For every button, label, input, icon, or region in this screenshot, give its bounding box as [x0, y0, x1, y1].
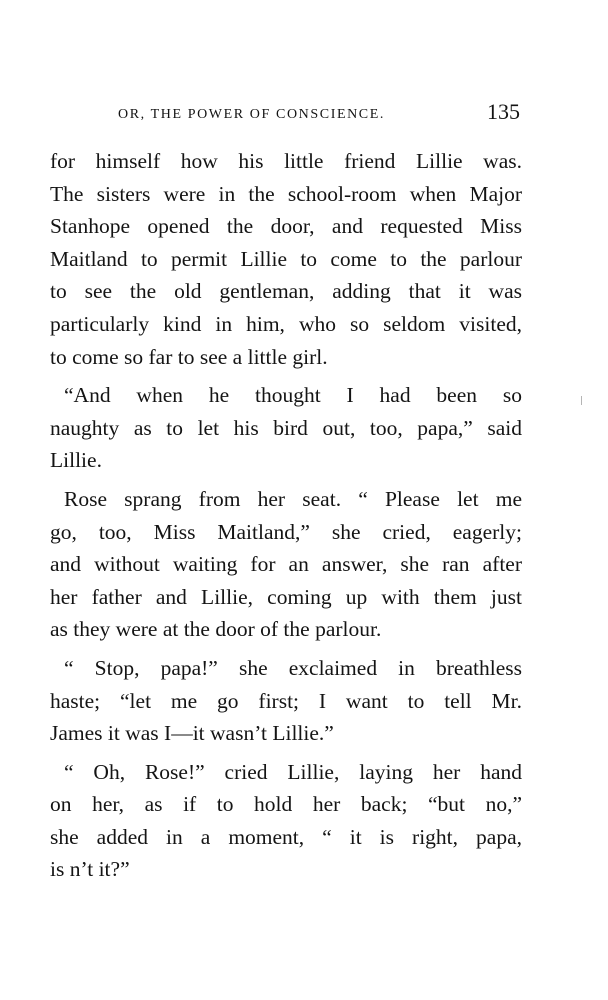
text-line: go, too, Miss Maitland,” she cried, eagerly;: [50, 519, 522, 544]
body-text: [50, 145, 522, 892]
text-line: her father and Lillie, coming up with them just: [50, 584, 522, 609]
text-line: Stanhope opened the door, and requested Miss: [50, 214, 522, 239]
text-line: Lillie.: [50, 448, 102, 473]
running-title: OR, THE POWER OF CONSCIENCE.: [118, 107, 386, 122]
text-line: and without waiting for an answer, she ran after: [50, 552, 522, 577]
paragraph-1: [50, 145, 522, 373]
text-line: as they were at the door of the parlour.: [50, 617, 382, 642]
text-line: for himself how his little friend Lillie was.: [50, 149, 522, 173]
paragraph-5: [50, 756, 522, 886]
text-line: naughty as to let his bird out, too, papa,” said: [50, 415, 522, 440]
text-line: “ Stop, papa!” she exclaimed in breathless: [64, 655, 522, 680]
text-line: particularly kind in him, who so seldom visited,: [50, 311, 522, 336]
text-line: to see the old gentleman, adding that it was: [50, 279, 522, 304]
text-line: Maitland to permit Lillie to come to the parlour: [50, 246, 522, 271]
running-head: [50, 99, 520, 129]
text-line: haste; “let me go first; I want to tell Mr.: [50, 688, 522, 713]
text-line: Rose sprang from her seat. “ Please let me: [64, 486, 522, 511]
text-line: is n’t it?”: [50, 857, 130, 882]
text-line: “ Oh, Rose!” cried Lillie, laying her hand: [64, 759, 522, 784]
text-line: on her, as if to hold her back; “but no,”: [50, 792, 522, 817]
text-line: “And when he thought I had been so: [64, 383, 522, 408]
margin-mark: [581, 396, 582, 405]
page-number: 135: [487, 99, 520, 124]
paragraph-3: [50, 483, 522, 646]
text-line: she added in a moment, “ it is right, papa,: [50, 824, 522, 849]
paragraph-2: [50, 379, 522, 477]
text-line: to come so far to see a little girl.: [50, 344, 328, 369]
text-line: James it was I—it wasn’t Lillie.”: [50, 721, 334, 746]
paragraph-4: [50, 652, 522, 750]
text-line: The sisters were in the school-room when Major: [50, 181, 522, 206]
